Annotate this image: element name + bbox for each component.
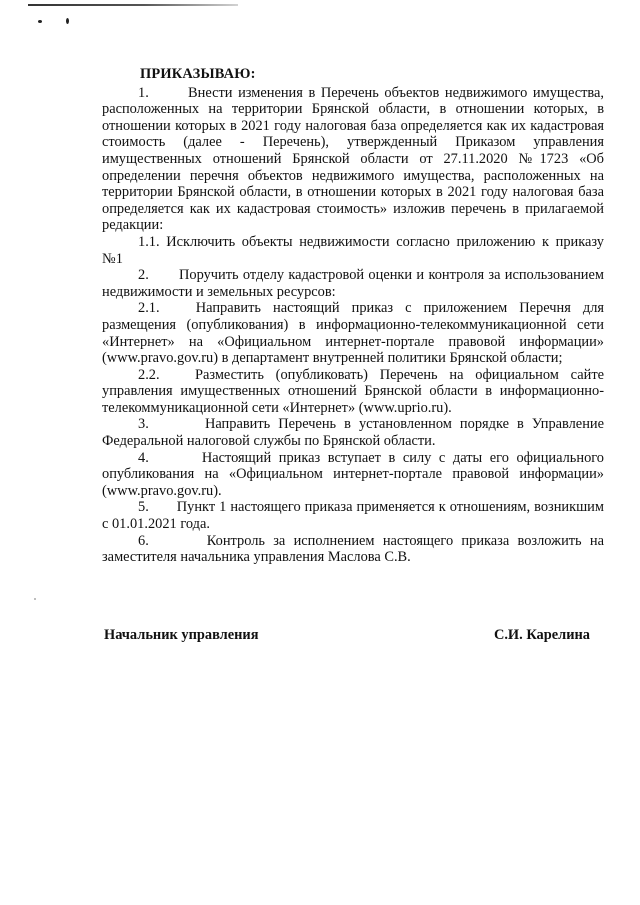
paragraph-2-1: 2.1. Направить настоящий приказ с приложением Перечня для размещения (опубликования) в информационно-телекоммуникационной сети «Интернет» на «Официальном интернет-портале правовой информации» (www.pravo.gov.ru) в департамент внутренней политики Брянской области; xyxy=(102,300,604,367)
paragraph-5: 5. Пункт 1 настоящего приказа применяется к отношениям, возникшим с 01.01.2021 года. xyxy=(102,499,604,533)
signatory-position: Начальник управления xyxy=(104,627,259,643)
scan-artifact-line xyxy=(28,4,238,6)
paragraph-1-1: 1.1. Исключить объекты недвижимости согласно приложению к приказу №1 xyxy=(102,233,604,267)
paragraph-4: 4. Настоящий приказ вступает в силу с даты его официального опубликования на «Официальном интернет-портале правовой информации» (www.pravo.gov.ru). xyxy=(102,449,604,499)
paragraph-6: 6. Контроль за исполнением настоящего приказа возложить на заместителя начальника управления Маслова С.В. xyxy=(102,532,604,566)
order-heading: ПРИКАЗЫВАЮ: xyxy=(140,66,256,82)
signature-block xyxy=(104,627,590,644)
scan-speck xyxy=(38,20,42,23)
paragraph-3: 3. Направить Перечень в установленном порядке в Управление Федеральной налоговой службы по Брянской области. xyxy=(102,416,604,450)
paragraph-1: 1. Внести изменения в Перечень объектов недвижимого имущества, расположенных на территории Брянской области, в отношении которых, в отношении которых в 2021 году налоговая база определяется как их кадастровая стоимость (далее - Перечень), утвержденный Приказом управления имущественных отношений Брянской области от 27.11.2020 №1723 «Об определении перечня объектов недвижимого имущества, расположенных на территории Брянской области, в отношении которых в 2021 году налоговая база определяется как их кадастровая стоимость» изложив перечень в прилагаемой редакции: xyxy=(102,84,604,234)
paragraph-2: 2. Поручить отделу кадастровой оценки и контроля за использованием недвижимости и земельных ресурсов: xyxy=(102,267,604,300)
scan-speck xyxy=(66,18,69,24)
paragraph-2-2: 2.2. Разместить (опубликовать) Перечень на официальном сайте управления имущественных отношений Брянской области в информационно-телекоммуникационной сети «Интернет» (www.uprio.ru). xyxy=(102,366,604,416)
order-body xyxy=(102,66,604,566)
signatory-name: С.И. Карелина xyxy=(493,627,590,643)
scan-speck xyxy=(34,598,36,600)
